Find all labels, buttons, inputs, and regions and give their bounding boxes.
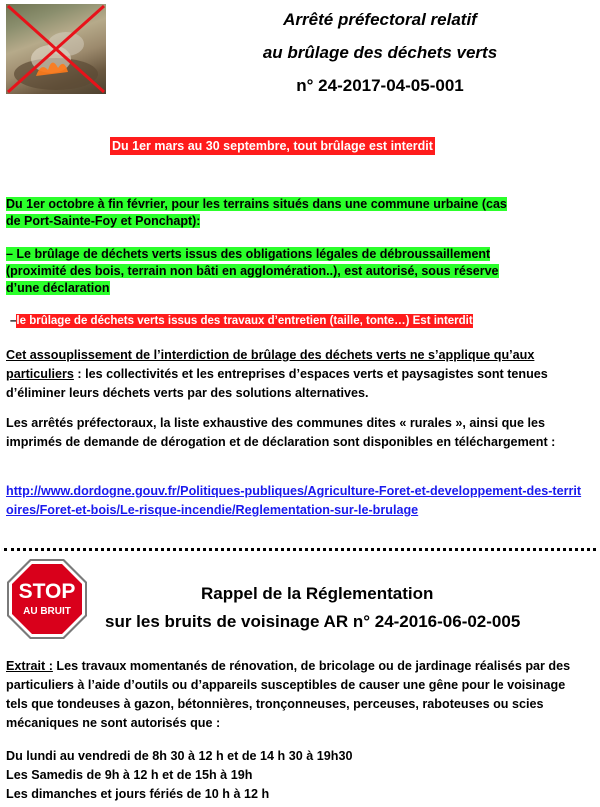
horaire-line-1: Du lundi au vendredi de 8h 30 à 12 h et de 14 h 30 à 19h30 bbox=[6, 749, 353, 763]
stop-sign-bottom: AU BRUIT bbox=[23, 606, 71, 617]
stop-sign-top: STOP bbox=[18, 580, 76, 603]
green-b-line-2: (proximité des bois, terrain non bâti en agglomération..), est autorisé, sous réserve bbox=[6, 264, 499, 278]
green-line-1: Du 1er octobre à fin février, pour les terrains situés dans une commune urbaine (cas bbox=[6, 197, 507, 211]
crossed-out-icon bbox=[6, 4, 106, 94]
assouplissement-rest: : les collectivités et les entreprises d’espaces verts et paysagistes sont tenues d’éliminer leurs déchets verts par des solutions alternatives. bbox=[6, 367, 548, 400]
extrait-text: Les travaux momentanés de rénovation, de bricolage ou de jardinage réalisés par des particuliers à l’aide d’outils ou d’appareils susceptibles de causer une gêne pour le voisinage tels que tondeuses à gazon, bétonnières, tronçonneuses, perceuses, raboteuses ou scies mécaniques ne sont autorisés que : bbox=[6, 659, 571, 730]
arrete-number: n° 24-2017-04-05-001 bbox=[296, 76, 464, 95]
title-line-2: au brûlage des déchets verts bbox=[262, 43, 498, 62]
arretes-paragraph: Les arrêtés préfectoraux, la liste exhaustive des communes dites « rurales », ainsi que les imprimés de demande de dérogation et de déclaration sont disponibles en téléchargement : bbox=[6, 416, 556, 449]
red-dash: – bbox=[10, 315, 17, 327]
stop-sign-icon bbox=[6, 558, 88, 640]
horaire-line-3: Les dimanches et jours fériés de 10 h à 12 h bbox=[6, 787, 270, 801]
extrait-label: Extrait : bbox=[6, 659, 53, 673]
green-b-line-3: d’une déclaration bbox=[6, 281, 110, 295]
red-maintenance-banner: le brûlage de déchets verts issus des travaux d’entretien (taille, tonte…) Est interdit bbox=[16, 315, 473, 327]
horaire-line-2: Les Samedis de 9h à 12 h et de 15h à 19h bbox=[6, 768, 253, 782]
dotted-separator bbox=[4, 548, 596, 551]
title-line-1: Arrêté préfectoral relatif bbox=[283, 10, 477, 29]
assouplissement-underlined: Cet assouplissement de l’interdiction de brûlage des déchets verts ne s’applique qu’aux particuliers bbox=[6, 348, 535, 381]
extrait-paragraph bbox=[6, 657, 590, 733]
reglementation-link[interactable]: http://www.dordogne.gouv.fr/Politiques-publiques/Agriculture-Foret-et-developpement-des-territoires/Foret-et-bois/Le-risque-incendie/Reglementation-sur-le-brulage bbox=[6, 484, 582, 517]
rappel-line-2: sur les bruits de voisinage AR n° 24-2016-06-02-005 bbox=[105, 612, 521, 631]
green-b-line-1: – Le brûlage de déchets verts issus des obligations légales de débroussaillement bbox=[6, 247, 491, 261]
burning-pile-photo bbox=[6, 4, 106, 94]
assouplissement-paragraph bbox=[6, 346, 596, 403]
green-line-2: de Port-Sainte-Foy et Ponchapt): bbox=[6, 214, 201, 228]
forbidden-period-banner: Du 1er mars au 30 septembre, tout brûlage est interdit bbox=[112, 139, 433, 153]
rappel-line-1: Rappel de la Réglementation bbox=[201, 584, 434, 603]
